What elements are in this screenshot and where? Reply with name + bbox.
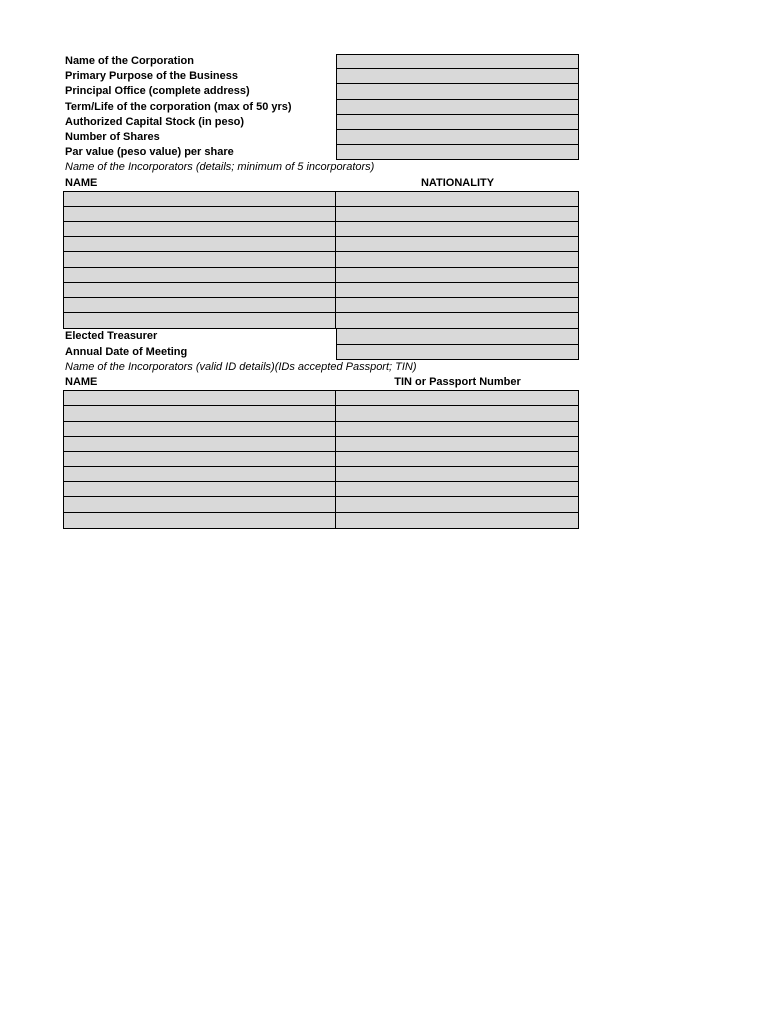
- field-row: [63, 345, 579, 360]
- tin-passport-cell[interactable]: [336, 422, 578, 437]
- incorporator-nationality-cell[interactable]: [336, 252, 578, 267]
- elected-treasurer-field[interactable]: [336, 329, 579, 344]
- incorporator-name-cell[interactable]: [64, 391, 336, 406]
- tin-passport-cell[interactable]: [336, 482, 578, 497]
- incorporator-nationality-cell[interactable]: [336, 192, 578, 207]
- field-label: Primary Purpose of the Business: [65, 70, 238, 83]
- table-row: [64, 482, 578, 497]
- incorporator-name-cell[interactable]: [64, 497, 336, 512]
- tin-passport-cell[interactable]: [336, 437, 578, 452]
- field-row: [63, 69, 579, 84]
- table-row: [64, 268, 578, 283]
- incorporator-name-cell[interactable]: [64, 406, 336, 421]
- primary-purpose-field[interactable]: [336, 69, 579, 84]
- table-row: [64, 298, 578, 313]
- incorporator-name-cell[interactable]: [64, 237, 336, 252]
- table-row: [64, 222, 578, 237]
- field-label: Annual Date of Meeting: [65, 345, 188, 358]
- field-row: [63, 115, 579, 130]
- table-row: [64, 422, 578, 437]
- incorporator-name-cell[interactable]: [64, 437, 336, 452]
- authorized-capital-field[interactable]: [336, 115, 579, 130]
- tin-passport-cell[interactable]: [336, 497, 578, 512]
- table-row: [64, 313, 578, 328]
- incorporator-name-cell[interactable]: [64, 298, 336, 313]
- field-row: [63, 130, 579, 145]
- incorporator-name-cell[interactable]: [64, 482, 336, 497]
- incorporator-name-cell[interactable]: [64, 207, 336, 222]
- corporation-details: [63, 54, 579, 160]
- incorporator-name-cell[interactable]: [64, 513, 336, 528]
- field-label: Elected Treasurer: [65, 330, 158, 343]
- incorporator-nationality-cell[interactable]: [336, 268, 578, 283]
- tin-passport-column-header: TIN or Passport Number: [394, 375, 521, 388]
- tin-passport-cell[interactable]: [336, 452, 578, 467]
- table-row: [64, 237, 578, 252]
- field-label: Number of Shares: [65, 130, 160, 143]
- field-row: [63, 54, 579, 69]
- incorporator-name-cell[interactable]: [64, 192, 336, 207]
- table-row: [64, 252, 578, 267]
- field-row: [63, 100, 579, 115]
- corporation-name-field[interactable]: [336, 54, 579, 69]
- number-of-shares-field[interactable]: [336, 130, 579, 145]
- tin-passport-cell[interactable]: [336, 406, 578, 421]
- incorporator-nationality-cell[interactable]: [336, 222, 578, 237]
- name-column-header: NAME: [65, 375, 98, 388]
- incorporator-nationality-cell[interactable]: [336, 207, 578, 222]
- field-row: [63, 145, 579, 160]
- principal-office-field[interactable]: [336, 84, 579, 99]
- incorporator-name-cell[interactable]: [64, 268, 336, 283]
- tin-passport-cell[interactable]: [336, 467, 578, 482]
- id-details-header: [63, 375, 579, 390]
- name-column-header: NAME: [65, 176, 98, 189]
- incorporator-name-cell[interactable]: [64, 452, 336, 467]
- incorporators-header: [63, 176, 579, 191]
- incorporator-nationality-cell[interactable]: [336, 283, 578, 298]
- field-label: Par value (peso value) per share: [65, 146, 234, 159]
- field-label: Term/Life of the corporation (max of 50 yrs): [65, 100, 292, 113]
- incorporator-nationality-cell[interactable]: [336, 313, 578, 328]
- table-row: [64, 283, 578, 298]
- table-row: [64, 497, 578, 512]
- incorporator-nationality-cell[interactable]: [336, 298, 578, 313]
- field-label: Principal Office (complete address): [65, 85, 250, 98]
- tin-passport-cell[interactable]: [336, 391, 578, 406]
- id-details-note: Name of the Incorporators (valid ID details)(IDs accepted Passport; TIN): [65, 360, 417, 373]
- field-row: [63, 329, 579, 344]
- table-row: [64, 437, 578, 452]
- id-details-table: [63, 390, 579, 529]
- incorporator-name-cell[interactable]: [64, 252, 336, 267]
- incorporation-form: [63, 54, 579, 529]
- table-row: [64, 452, 578, 467]
- incorporators-table: [63, 191, 579, 330]
- field-row: [63, 84, 579, 99]
- table-row: [64, 207, 578, 222]
- nationality-column-header: NATIONALITY: [420, 176, 495, 189]
- table-row: [64, 467, 578, 482]
- incorporator-name-cell[interactable]: [64, 467, 336, 482]
- par-value-field[interactable]: [336, 145, 579, 160]
- tin-passport-cell[interactable]: [336, 513, 578, 528]
- incorporator-name-cell[interactable]: [64, 283, 336, 298]
- incorporators-note: Name of the Incorporators (details; minimum of 5 incorporators): [65, 161, 375, 174]
- field-label: Name of the Corporation: [65, 55, 194, 67]
- table-row: [64, 192, 578, 207]
- incorporator-name-cell[interactable]: [64, 222, 336, 237]
- annual-meeting-date-field[interactable]: [336, 345, 579, 360]
- table-row: [64, 513, 578, 528]
- term-life-field[interactable]: [336, 100, 579, 115]
- field-label: Authorized Capital Stock (in peso): [65, 115, 245, 128]
- incorporator-name-cell[interactable]: [64, 313, 336, 328]
- incorporator-name-cell[interactable]: [64, 422, 336, 437]
- table-row: [64, 406, 578, 421]
- incorporator-nationality-cell[interactable]: [336, 237, 578, 252]
- table-row: [64, 391, 578, 406]
- officer-details: [63, 329, 579, 359]
